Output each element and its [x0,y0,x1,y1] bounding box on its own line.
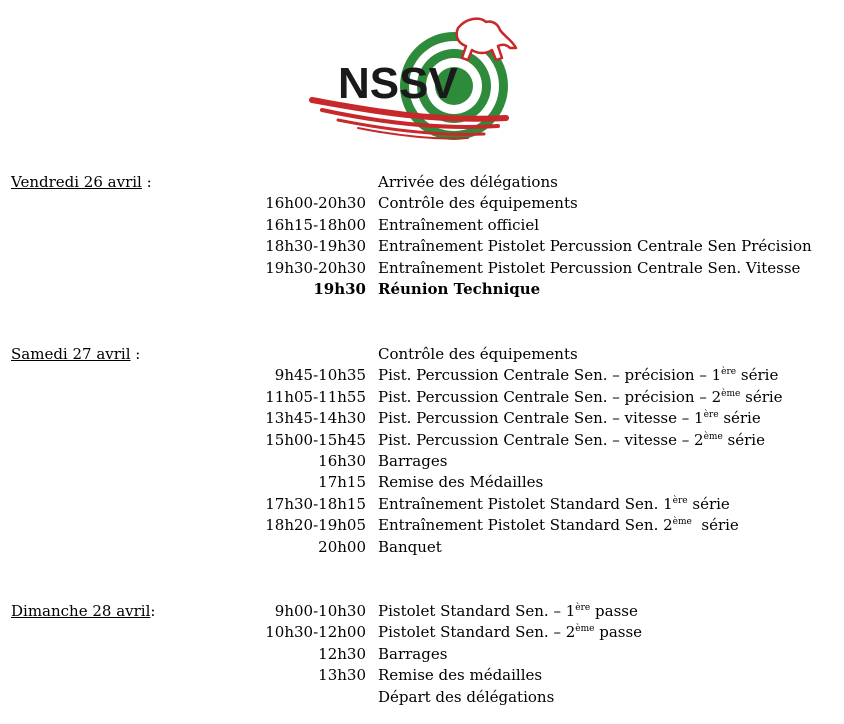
schedule-time: 19h30 [313,280,366,298]
logo-graphic [308,14,526,150]
schedule-row [0,215,844,236]
schedule-event [378,258,800,279]
schedule-event-text: Entraînement officiel [378,215,540,234]
schedule-time: 17h30-18h15 [265,494,366,513]
schedule-event [378,515,739,536]
schedule-time: 16h00-20h30 [265,194,366,213]
schedule-event-text: Entraînement Pistolet Standard Sen. 1 [378,494,673,513]
schedule-event [378,537,442,558]
schedule-time: 20h00 [318,537,366,556]
schedule-row [0,344,844,365]
schedule-event-text: Pist. Percussion Centrale Sen. – vitesse – 2 [378,430,704,449]
schedule-event [378,430,765,451]
ordinal-suffix: ème [575,624,595,635]
schedule-row [0,665,844,686]
schedule-row [0,258,844,279]
ordinal-suffix: ère [703,410,719,421]
schedule-event-text: Banquet [378,537,442,556]
schedule-event-text: Pist. Percussion Centrale Sen. – vitesse – 1 [378,409,704,428]
schedule-event-text: Barrages [378,452,448,470]
schedule-event [378,451,447,472]
schedule-event [378,236,812,257]
schedule-event-tail: série [722,430,765,449]
schedule-event-text: Pistolet Standard Sen. – 2 [378,623,576,642]
schedule-event [378,622,642,643]
schedule-event [378,408,761,429]
schedule-time: 9h45-10h35 [274,366,366,385]
schedule-event [378,387,783,408]
schedule-event [378,365,778,386]
schedule-event-text: Contrôle des équipements [378,345,578,363]
schedule-time: 13h45-14h30 [265,409,366,428]
schedule-event [378,494,730,515]
schedule-event-text: Pist. Percussion Centrale Sen. – précision – 2 [378,387,722,406]
schedule-time: 18h20-19h05 [265,516,366,535]
schedule-time: 19h30-20h30 [265,258,366,277]
ordinal-suffix: ère [575,603,591,613]
schedule-event-text: Remise des médailles [378,666,543,685]
schedule-event [378,215,539,236]
schedule-row [0,387,844,408]
schedule-row [0,236,844,257]
schedule-event-text: Réunion Technique [378,280,541,298]
logo-text: NSSV [338,59,458,108]
day-label-friday: Vendredi 26 avril : [11,173,152,191]
schedule-event [378,687,554,708]
schedule-time: 18h30-19h30 [265,237,366,256]
schedule-time: 10h30-12h00 [265,623,366,642]
schedule-row [0,472,844,493]
schedule-time: 12h30 [318,644,366,663]
schedule-event-text: Remise des Médailles [378,473,544,492]
schedule-row [0,687,844,708]
schedule-row [0,193,844,214]
schedule-event-tail: série [740,387,783,406]
schedule-row [0,601,844,622]
schedule-event-text: Pistolet Standard Sen. – 1 [378,602,576,620]
nssv-logo [308,14,526,150]
schedule-event-text: Pist. Percussion Centrale Sen. – précision – 1 [378,366,722,385]
schedule-time: 15h00-15h45 [265,430,366,449]
schedule-row [0,494,844,515]
schedule-time: 9h00-10h30 [274,602,366,620]
schedule-event [378,601,638,622]
schedule-time: 11h05-11h55 [265,387,366,406]
schedule-event-text: Entraînement Pistolet Percussion Centrale Sen Précision [378,237,812,256]
schedule-row [0,622,844,643]
schedule-event-text: Arrivée des délégations [378,173,558,191]
schedule-event [378,472,543,493]
schedule-event-text: Barrages [378,644,448,663]
schedule-event-text: Entraînement Pistolet Standard Sen. 2 [378,516,673,535]
schedule-event [378,172,558,193]
schedule-event [378,665,542,686]
schedule-row [0,515,844,536]
schedule-event-tail: série [691,516,739,535]
schedule-event-text: Contrôle des équipements [378,194,578,213]
day-label-saturday: Samedi 27 avril : [11,345,141,363]
schedule-row [0,644,844,665]
schedule-row [0,408,844,429]
schedule-time: 16h15-18h00 [265,215,366,234]
schedule-row [0,430,844,451]
schedule-event [378,344,578,365]
schedule-event [378,644,447,665]
schedule-time: 16h30 [318,452,366,470]
schedule-event-text: Départ des délégations [378,687,555,706]
schedule-row [0,172,844,193]
schedule-event-tail: passe [594,623,643,642]
ordinal-suffix: ème [703,431,723,442]
day-label-sunday: Dimanche 28 avril: [11,602,156,620]
ordinal-suffix: ème [721,388,741,399]
ordinal-suffix: ère [721,367,737,378]
schedule-event-text: Entraînement Pistolet Percussion Centrale Sen. Vitesse [378,258,801,277]
schedule-time: 17h15 [318,473,366,492]
schedule-event-tail: série [718,409,761,428]
schedule-row [0,451,844,472]
schedule-row [0,537,844,558]
schedule-event-tail: série [687,494,730,513]
ordinal-suffix: ème [672,517,692,528]
schedule-time: 13h30 [318,666,366,685]
schedule-event [378,193,578,214]
schedule-row [0,365,844,386]
schedule-event [378,279,540,300]
schedule-event-tail: passe [590,602,638,620]
schedule-row [0,279,844,300]
ordinal-suffix: ère [672,495,688,506]
schedule-event-tail: série [736,366,779,385]
